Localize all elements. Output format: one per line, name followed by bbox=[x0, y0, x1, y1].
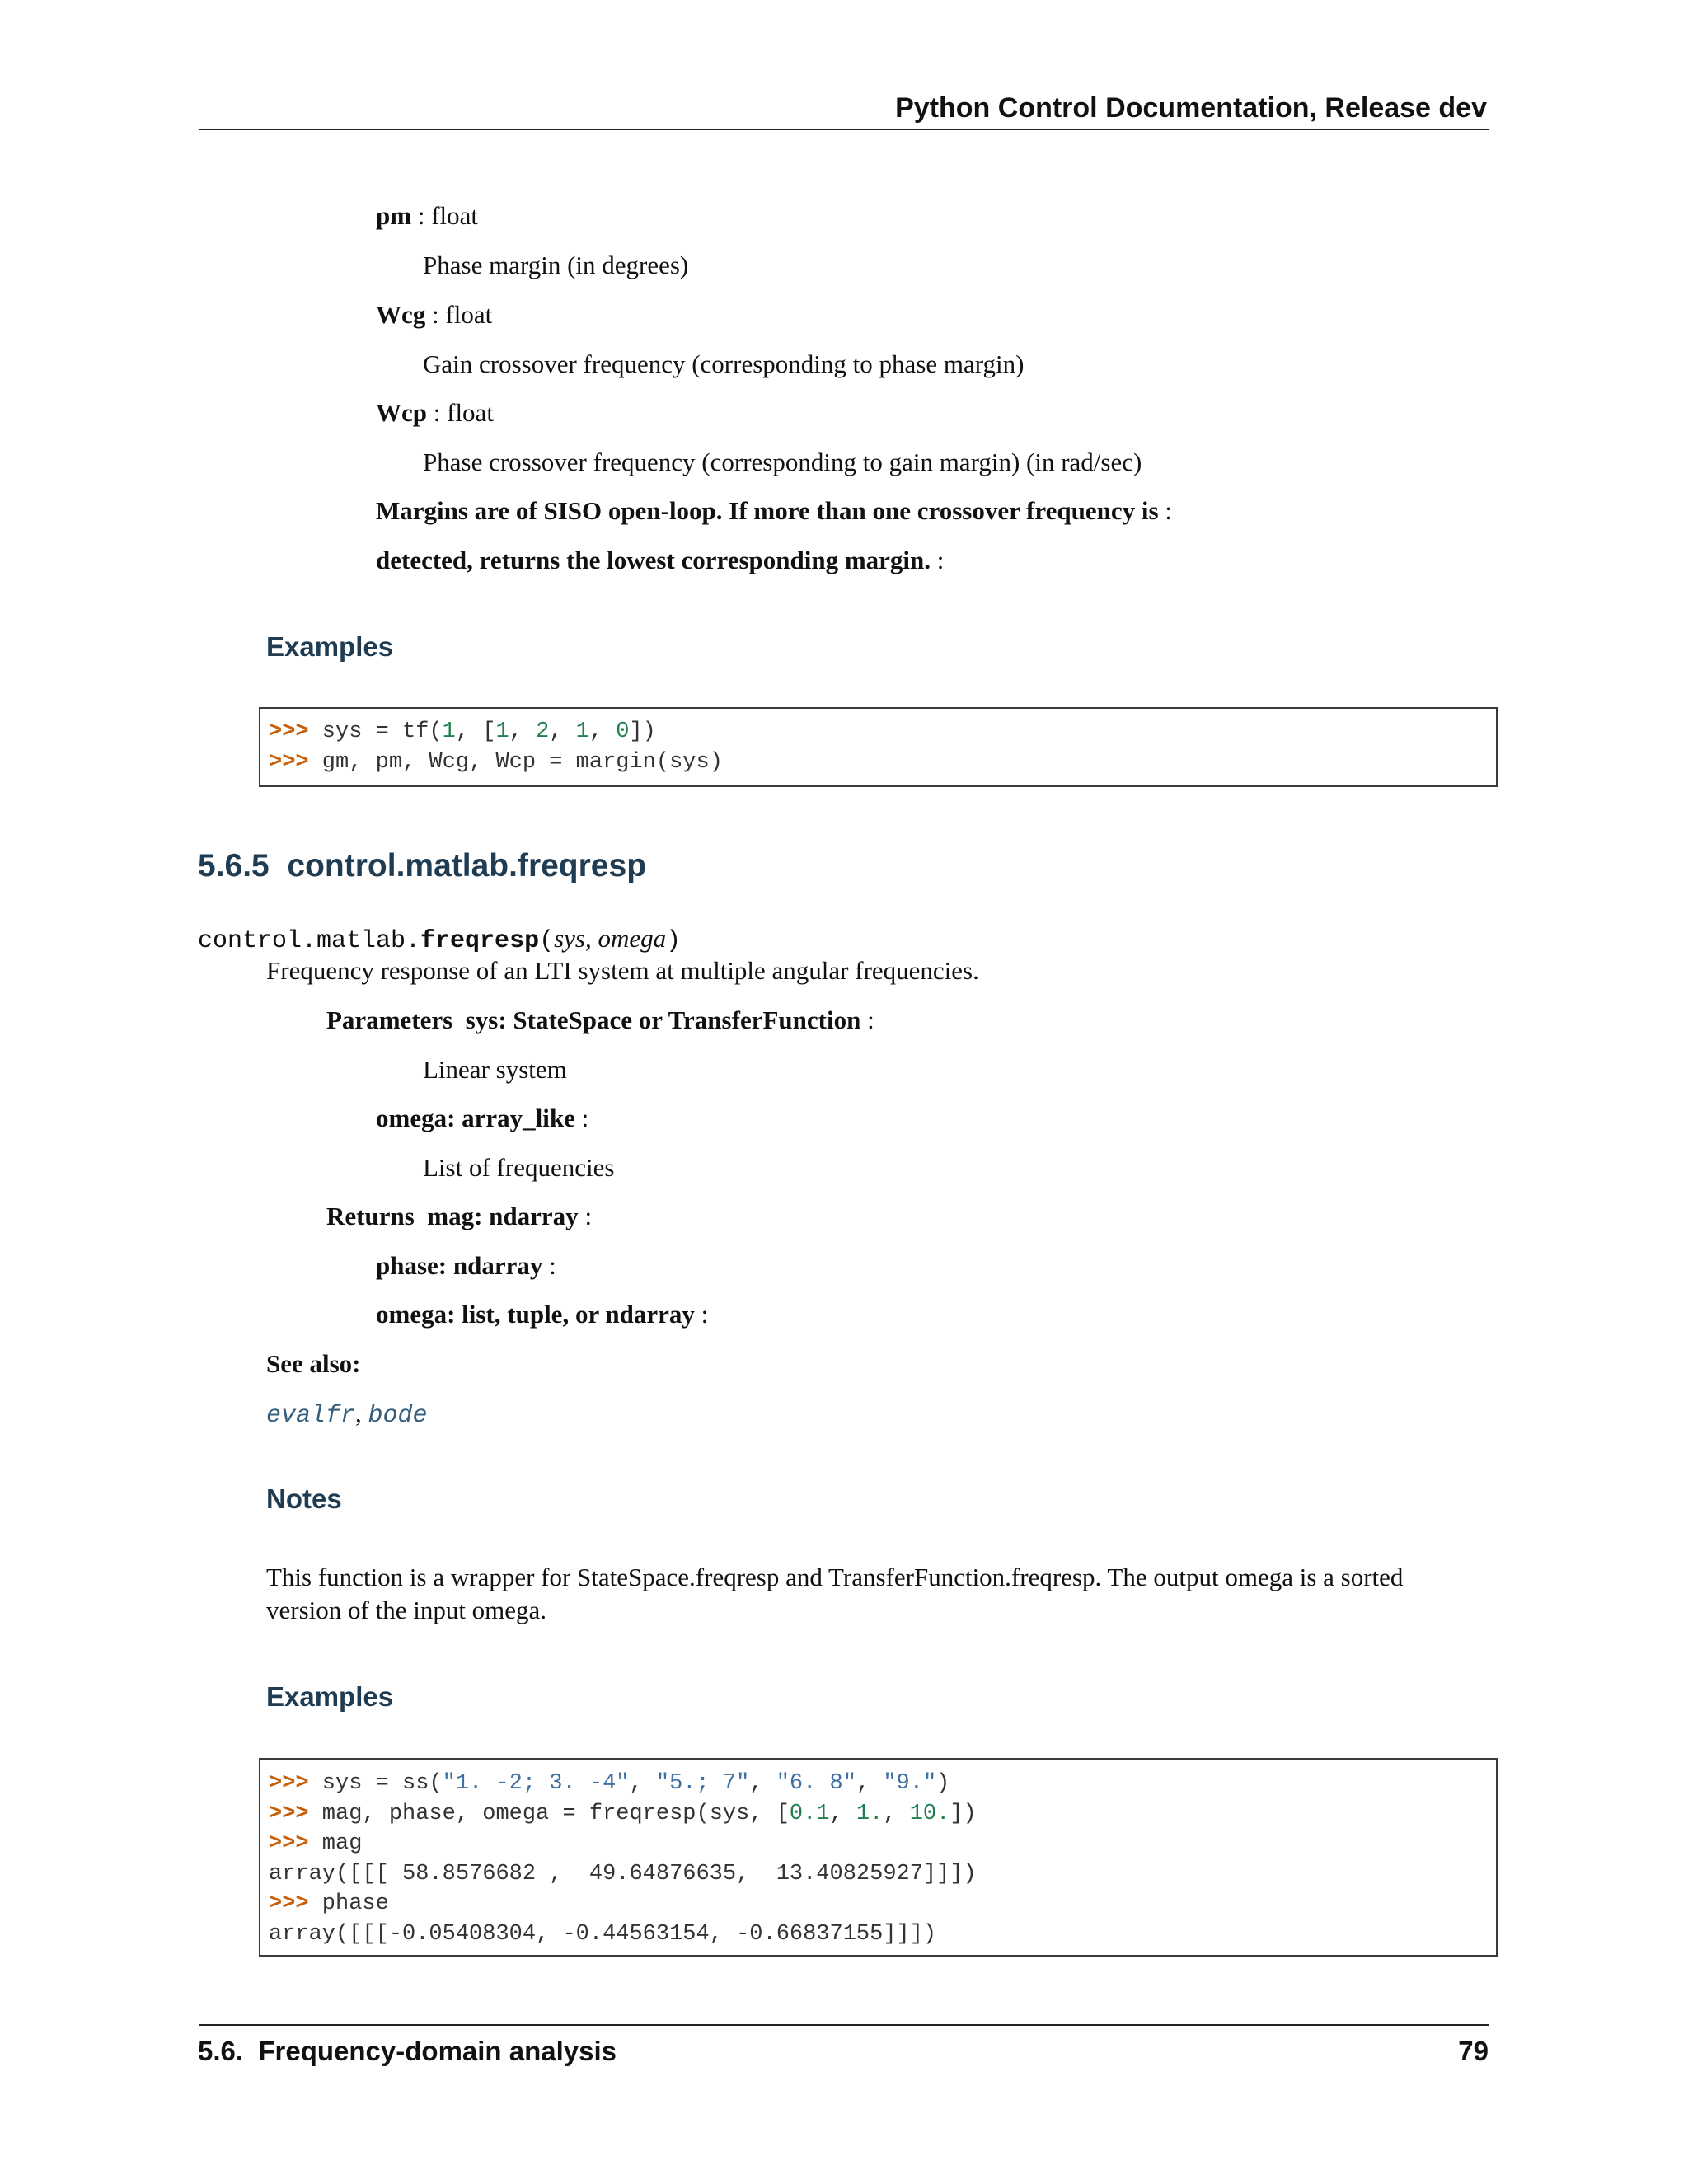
code-lines bbox=[260, 1769, 1496, 1949]
returns-row: Returns mag: ndarray : bbox=[326, 1202, 593, 1230]
signature-args: sys, omega bbox=[554, 924, 667, 953]
code-text: ]) bbox=[629, 719, 656, 744]
footer-rule bbox=[199, 2024, 1489, 2026]
return-desc: Gain crossover frequency (corresponding to phase margin) bbox=[423, 349, 1025, 378]
code-prompt: >>> bbox=[269, 1801, 309, 1826]
code-text: ]) bbox=[950, 1801, 977, 1826]
return-name: Wcg bbox=[376, 300, 426, 329]
notes-heading: Notes bbox=[266, 1483, 342, 1514]
returns-label: Returns bbox=[326, 1202, 415, 1230]
param-row: omega: array_like : bbox=[376, 1104, 589, 1132]
link-bode[interactable]: bode bbox=[368, 1402, 428, 1430]
examples-heading: Examples bbox=[266, 1681, 394, 1712]
code-line bbox=[260, 1889, 1496, 1919]
code-lines bbox=[260, 717, 1496, 777]
code-number: 1 bbox=[442, 719, 456, 744]
code-text: sys = ss( bbox=[308, 1771, 443, 1796]
notes-text: This function is a wrapper for StateSpace.freqresp and TransferFunction.freqresp. The output omega is a sorted version of the input omega. bbox=[266, 1563, 1404, 1624]
code-text: , bbox=[588, 719, 617, 744]
signature-name: freqresp bbox=[420, 927, 540, 955]
return-name: mag: ndarray bbox=[427, 1202, 579, 1230]
return-type: float bbox=[447, 398, 494, 427]
return-name: Wcp bbox=[376, 398, 427, 427]
code-string: "6. 8" bbox=[776, 1771, 856, 1796]
code-prompt: >>> bbox=[269, 749, 309, 775]
return-type: float bbox=[445, 300, 493, 329]
code-line bbox=[260, 1829, 1496, 1859]
examples-heading: Examples bbox=[266, 631, 394, 662]
see-also-links: evalfr, bode bbox=[266, 1399, 428, 1430]
footer-section: 5.6. Frequency-domain analysis bbox=[198, 2036, 617, 2066]
code-line bbox=[260, 1799, 1496, 1830]
code-text: ) bbox=[936, 1771, 950, 1796]
code-block[interactable] bbox=[259, 1758, 1498, 1957]
return-wcg: Wcg : float bbox=[376, 300, 493, 329]
return-row: phase: ndarray : bbox=[376, 1251, 556, 1280]
code-string: "5.; 7" bbox=[655, 1771, 750, 1796]
margins-note-line2: detected, returns the lowest corresponding margin. : bbox=[376, 546, 945, 574]
section-title: control.matlab.freqresp bbox=[287, 848, 647, 883]
signature-module: control.matlab. bbox=[198, 927, 421, 955]
code-number: 0 bbox=[616, 719, 630, 744]
return-name: pm bbox=[376, 201, 412, 230]
code-line bbox=[260, 1769, 1496, 1799]
function-summary: Frequency response of an LTI system at multiple angular frequencies. bbox=[266, 956, 979, 985]
code-text: mag, phase, omega = freqresp(sys, [ bbox=[308, 1801, 790, 1826]
margins-note-line1: Margins are of SISO open-loop. If more than one crossover frequency is : bbox=[376, 496, 1172, 525]
parameters-row: Parameters sys: StateSpace or TransferFunction : bbox=[326, 1005, 874, 1034]
param-name: sys: StateSpace or TransferFunction bbox=[465, 1005, 861, 1034]
code-text: mag bbox=[308, 1831, 363, 1856]
code-line bbox=[260, 1919, 1496, 1950]
code-number: 2 bbox=[536, 719, 550, 744]
section-heading bbox=[198, 848, 646, 884]
code-number: 0.1 bbox=[789, 1801, 830, 1826]
code-number: 1 bbox=[495, 719, 509, 744]
code-text: , bbox=[856, 1771, 884, 1796]
code-text: , bbox=[629, 1771, 656, 1796]
code-number: 1 bbox=[575, 719, 589, 744]
return-desc: Phase margin (in degrees) bbox=[423, 251, 689, 279]
code-line bbox=[260, 1859, 1496, 1890]
code-text: , [ bbox=[455, 719, 496, 744]
return-type: float bbox=[431, 201, 479, 230]
code-text: phase bbox=[308, 1891, 389, 1916]
section-number: 5.6.5 bbox=[198, 848, 270, 883]
link-evalfr[interactable]: evalfr bbox=[266, 1402, 356, 1430]
code-prompt: >>> bbox=[269, 719, 309, 744]
code-text: array([[[ 58.8576682 , 49.64876635, 13.40825927]]]) bbox=[269, 1861, 977, 1886]
header-rule bbox=[199, 129, 1489, 130]
function-signature: control.matlab.freqresp(sys, omega) bbox=[198, 924, 682, 955]
code-prompt: >>> bbox=[269, 1891, 309, 1916]
code-prompt: >>> bbox=[269, 1771, 309, 1796]
code-text: , bbox=[509, 719, 537, 744]
running-header: Python Control Documentation, Release dev bbox=[895, 92, 1487, 124]
code-block[interactable] bbox=[259, 707, 1498, 787]
code-string: "9." bbox=[883, 1771, 937, 1796]
param-desc: Linear system bbox=[423, 1055, 567, 1084]
code-text: sys = tf( bbox=[308, 719, 443, 744]
code-number: 10. bbox=[909, 1801, 950, 1826]
code-text: , bbox=[549, 719, 576, 744]
code-line bbox=[260, 717, 1496, 748]
code-text: array([[[-0.05408304, -0.44563154, -0.66837155]]]) bbox=[269, 1921, 937, 1947]
return-desc: Phase crossover frequency (corresponding to gain margin) (in rad/sec) bbox=[423, 448, 1142, 476]
return-row: omega: list, tuple, or ndarray : bbox=[376, 1300, 709, 1329]
code-prompt: >>> bbox=[269, 1831, 309, 1856]
param-desc: List of frequencies bbox=[423, 1153, 615, 1182]
page-number: 79 bbox=[1458, 2036, 1489, 2066]
parameters-label: Parameters bbox=[326, 1005, 453, 1034]
return-name: phase: ndarray bbox=[376, 1251, 543, 1280]
code-number: 1. bbox=[856, 1801, 884, 1826]
code-line bbox=[260, 748, 1496, 778]
code-string: "1. -2; 3. -4" bbox=[442, 1771, 630, 1796]
code-text: gm, pm, Wcg, Wcp = margin(sys) bbox=[308, 749, 723, 775]
code-text: , bbox=[829, 1801, 856, 1826]
code-text: , bbox=[749, 1771, 776, 1796]
param-name: omega: array_like bbox=[376, 1104, 575, 1132]
return-pm: pm : float bbox=[376, 201, 479, 230]
return-name: omega: list, tuple, or ndarray bbox=[376, 1300, 695, 1329]
return-wcp: Wcp : float bbox=[376, 398, 494, 427]
see-also-label: See also: bbox=[266, 1349, 361, 1378]
code-text: , bbox=[883, 1801, 910, 1826]
